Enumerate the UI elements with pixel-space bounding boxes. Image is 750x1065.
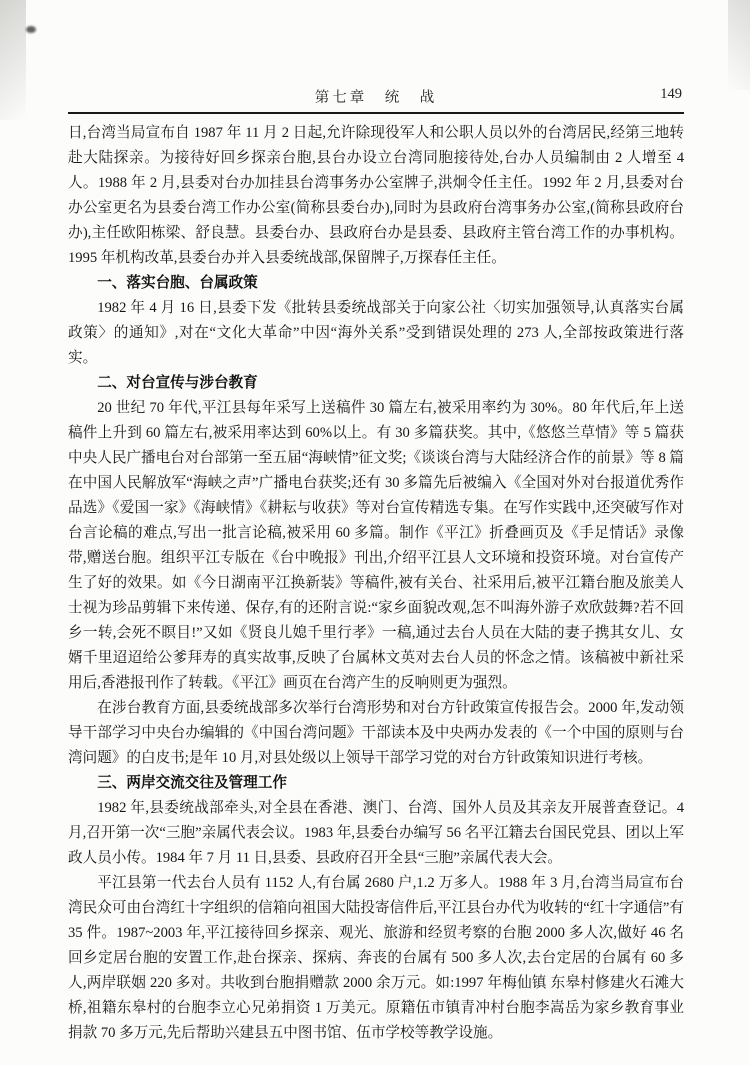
page-header: [68, 86, 684, 110]
section-heading-3: 三、两岸交流交往及管理工作: [97, 775, 287, 791]
paragraph: 1982 年,县委统战部牵头,对全县在香港、澳门、台湾、国外人员及其亲友开展普查登记。4 月,召开第一次“三胞”亲属代表会议。1983 年,县委台办编写 56 名平江籍去台国民党县、团以上军政人员小传。1984 年 7 月 11 日,县委、县政府召开全县“三胞”亲属代表大会。: [68, 800, 684, 866]
paragraph: 20 世纪 70 年代,平江县每年采写上送稿件 30 篇左右,被采用率约为 30%。80 年代后,年上送稿件上升到 60 篇左右,被采用率达到 60%以上。有 30 多篇获奖。其中,《悠悠兰草情》等 5 篇获中央人民广播电台对台部第一至五届“海峡情”征文奖;《谈谈台湾与大陆经济合作的前景》等 8 篇在中国人民解放军“海峡之声”广播电台获奖;还有 30 多篇先后被编入《全国对外对台报道优秀作品选》《爱国一家》《海峡情》《耕耘与收获》等对台宣传精选专集。在写作实践中,还突破写作对台言论稿的难点,写出一批言论稿,被采用 60 多篇。制作《平江》折叠画页及《手足情话》录像带,赠送台胞。组织平江专版在《台中晚报》刊出,介绍平江县人文环境和投资环境。对台宣传产生了好的效果。如《今日湖南平江换新装》等稿件,被有关台、社采用后,被平江籍台胞及旅美人士视为珍品剪辑下来传递、保存,有的还附言说:“家乡面貌改观,怎不叫海外游子欢欣鼓舞?若不回乡一转,会死不瞑目!”又如《贤良儿媳千里行孝》一稿,通过去台人员在大陆的妻子携其女儿、女婿千里迢迢给公爹拜寿的真实故事,反映了台属林文英对去台人员的怀念之情。该稿被中新社采用后,香港报刊作了转载。《平江》画页在台湾产生的反响则更为强烈。: [68, 400, 684, 691]
paragraph: 1982 年 4 月 16 日,县委下发《批转县委统战部关于向家公社〈切实加强领导,认真落实台属政策〉的通知》,对在“文化大革命”中因“海外关系”受到错误处理的 273 人,全部按政策进行落实。: [68, 300, 684, 366]
chapter-title: 第七章 统 战: [314, 90, 438, 106]
section-heading-2: 二、对台宣传与涉台教育: [97, 375, 258, 391]
paragraph: 在涉台教育方面,县委统战部多次举行台湾形势和对台方针政策宣传报告会。2000 年,发动领导干部学习中央台办编辑的《中国台湾问题》干部读本及中央两办发表的《一个中国的原则与台湾问题》的白皮书;是年 10 月,对县处级以上领导干部学习党的对台方针政策知识进行考核。: [68, 700, 684, 766]
paragraph: 平江县第一代去台人员有 1152 人,有台属 2680 户,1.2 万多人。1988 年 3 月,台湾当局宣布台湾民众可由台湾红十字组织的信箱向祖国大陆投寄信件后,平江县台办代为收转的“红十字通信”有 35 件。1987~2003 年,平江接待回乡探亲、观光、旅游和经贸考察的台胞 2000 多人次,做好 46 名回乡定居台胞的安置工作,赴台探亲、探病、奔丧的台属有 500 多人次,去台定居的台属有 60 多人,两岸联姻 220 多对。共收到台胞捐赠款 2000 余万元。如:1997 年梅仙镇 东皋村修建火石滩大桥,祖籍东皋村的台胞李立心兄弟捐资 1 万美元。原籍伍市镇青冲村台胞李嵩岳为家乡教育事业捐款 70 多万元,先后帮助兴建县五中图书馆、伍市学校等教学设施。: [68, 875, 684, 1041]
page-body: [68, 121, 684, 1046]
paragraph-continuation: 日,台湾当局宣布自 1987 年 11 月 2 日起,允许除现役军人和公职人员以外的台湾居民,经第三地转赴大陆探亲。为接待好回乡探亲台胞,县台办设立台湾同胞接待处,台办人员编制由 2 人增至 4 人。1988 年 2 月,县委对台办加挂县台湾事务办公室牌子,洪炯令任主任。1992 年 2 月,县委对台办公室更名为县委台湾工作办公室(简称县委台办),同时为县政府台湾事务办公室,(简称县政府台办),主任欧阳栋梁、舒良慧。县委台办、县政府台办是县委、县政府主管台湾工作的办事机构。1995 年机构改革,县委台办并入县委统战部,保留牌子,万探春任主任。: [68, 125, 684, 266]
scan-artifact: [26, 26, 36, 33]
scan-shadow-top-right: [728, 0, 750, 90]
section-heading-1: 一、落实台胞、台属政策: [97, 275, 258, 291]
header-rule: [68, 112, 684, 114]
page-number: 149: [660, 86, 682, 102]
scan-shadow-top-left: [0, 0, 26, 120]
